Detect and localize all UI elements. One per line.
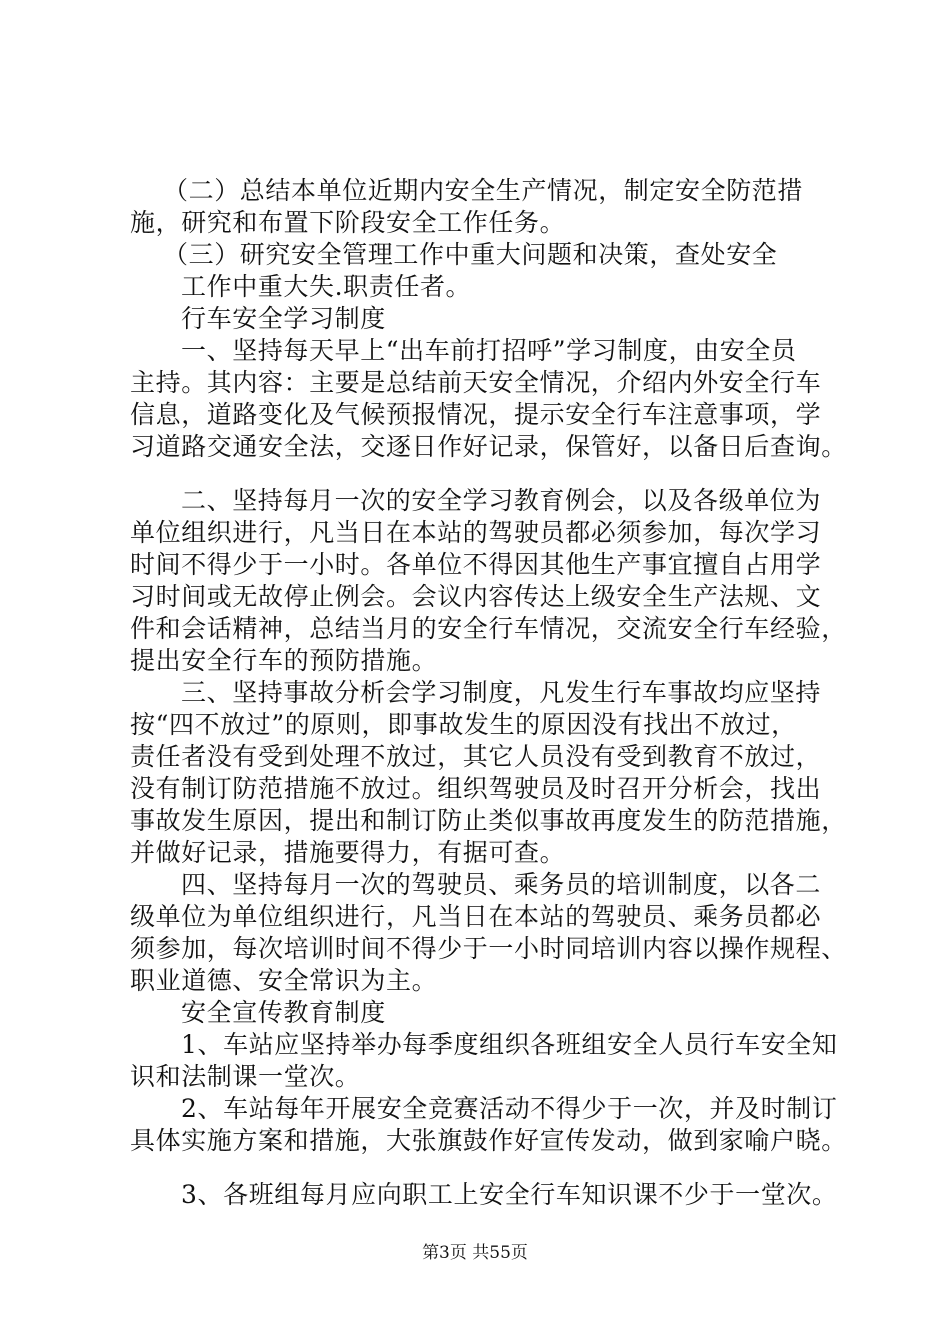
text-line: 习时间或无故停止例会。会议内容传达上级安全生产法规、文 [130, 582, 822, 611]
text-line: （三）研究安全管理工作中重大问题和决策，查处安全 [163, 240, 778, 269]
text-line: 没有制订防范措施不放过。组织驾驶员及时召开分析会，找出 [130, 774, 822, 803]
text-line: 工作中重大失.职责任者。 [181, 272, 472, 301]
text-line: 按“四不放过”的原则，即事故发生的原因没有找出不放过， [130, 710, 797, 739]
text-line: 2、车站每年开展安全竞赛活动不得少于一次，并及时制订 [181, 1094, 838, 1123]
section-heading: 行车安全学习制度 [181, 304, 386, 333]
text-line: 1、车站应坚持举办每季度组织各班组安全人员行车安全知 [181, 1030, 838, 1059]
text-line: 识和法制课一堂次。 [130, 1062, 361, 1091]
text-line: 施，研究和布置下阶段安全工作任务。 [130, 208, 566, 237]
section-heading: 安全宣传教育制度 [181, 998, 386, 1027]
text-line: 3、各班组每月应向职工上安全行车知识课不少于一堂次。 [181, 1180, 838, 1209]
text-line: 具体实施方案和措施，大张旗鼓作好宣传发动，做到家喻户晓。 [130, 1126, 847, 1155]
text-line: 时间不得少于一小时。各单位不得因其他生产事宜擅自占用学 [130, 550, 822, 579]
text-line: 提出安全行车的预防措施。 [130, 646, 438, 675]
text-line: 习道路交通安全法，交逐日作好记录，保管好，以备日后查询。 [130, 432, 847, 461]
text-line: 单位组织进行，凡当日在本站的驾驶员都必须参加，每次学习 [130, 518, 822, 547]
text-line: 二、坚持每月一次的安全学习教育例会，以及各级单位为 [181, 486, 822, 515]
text-line: 职业道德、安全常识为主。 [130, 966, 438, 995]
text-line: 事故发生原因，提出和制订防止类似事故再度发生的防范措施， [130, 806, 847, 835]
text-line: 主持。其内容：主要是总结前天安全情况，介绍内外安全行车 [130, 368, 822, 397]
text-line: （二）总结本单位近期内安全生产情况，制定安全防范措 [163, 176, 804, 205]
text-line: 一、坚持每天早上“出车前打招呼”学习制度，由安全员 [181, 336, 797, 365]
text-line: 件和会话精神，总结当月的安全行车情况，交流安全行车经验， [130, 614, 847, 643]
text-line: 级单位为单位组织进行，凡当日在本站的驾驶员、乘务员都必 [130, 902, 822, 931]
text-line: 责任者没有受到处理不放过，其它人员没有受到教育不放过， [130, 742, 822, 771]
text-line: 须参加，每次培训时间不得少于一小时同培训内容以操作规程、 [130, 934, 847, 963]
text-line: 并做好记录，措施要得力，有据可查。 [130, 838, 566, 867]
text-line: 三、坚持事故分析会学习制度，凡发生行车事故均应坚持 [181, 678, 822, 707]
page-footer: 第3页 共55页 [422, 1243, 528, 1263]
text-line: 四、坚持每月一次的驾驶员、乘务员的培训制度，以各二 [181, 870, 822, 899]
text-line: 信息，道路变化及气候预报情况，提示安全行车注意事项，学 [130, 400, 822, 429]
